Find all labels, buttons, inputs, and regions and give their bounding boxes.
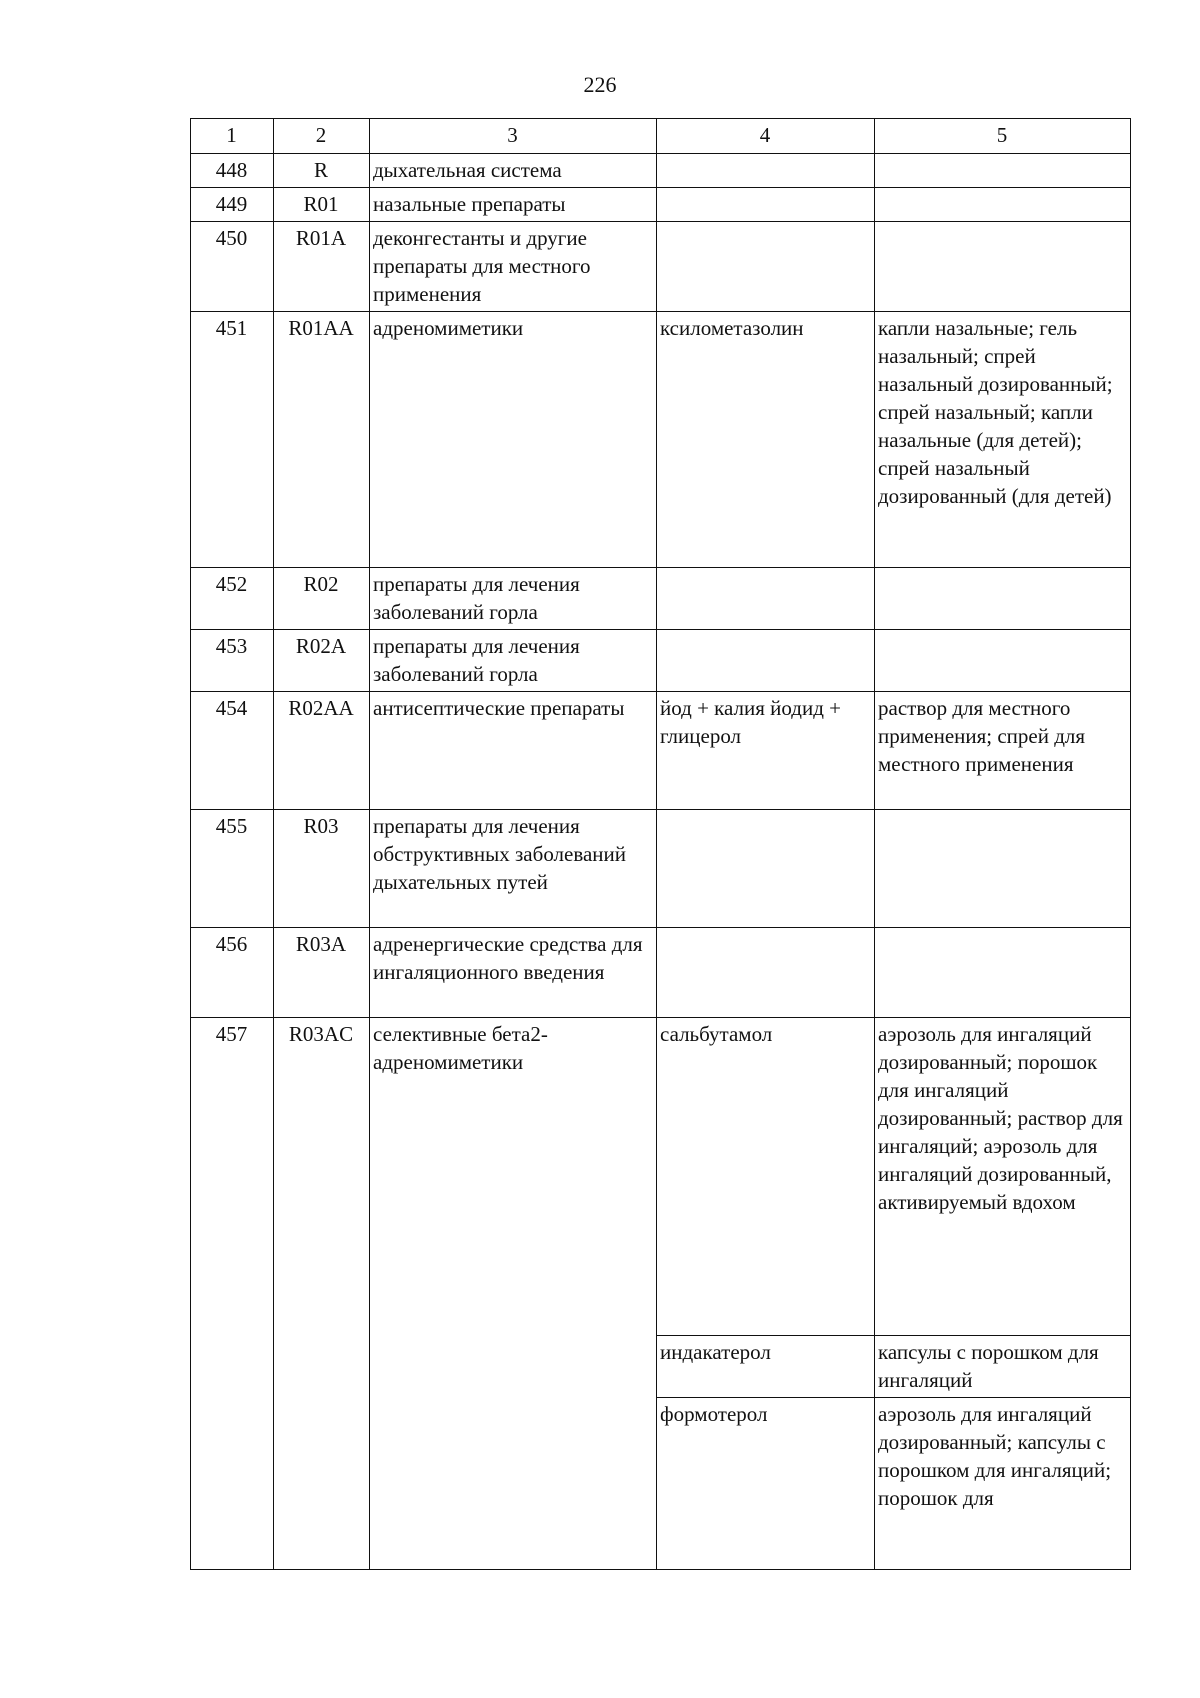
drug-name: ксилометазолин [657, 312, 875, 568]
row-number: 454 [191, 692, 274, 810]
dosage-form: раствор для местного применения; спрей для местного применения [875, 692, 1131, 810]
table-row [191, 1018, 1131, 1336]
table-row [191, 810, 1131, 928]
header-cell-5: 5 [875, 119, 1131, 154]
table-row [191, 692, 1131, 810]
dosage-form [875, 222, 1131, 312]
group-name: препараты для лечения обструктивных заболеваний дыхательных путей [370, 810, 657, 928]
drug-name [657, 188, 875, 222]
table-row [191, 630, 1131, 692]
atc-code: R01A [274, 222, 370, 312]
atc-code: R [274, 154, 370, 188]
group-name: деконгестанты и другие препараты для местного применения [370, 222, 657, 312]
dosage-form [875, 188, 1131, 222]
drug-name: формотерол [657, 1398, 875, 1570]
atc-code: R02AA [274, 692, 370, 810]
row-number: 450 [191, 222, 274, 312]
dosage-form [875, 630, 1131, 692]
dosage-form [875, 568, 1131, 630]
row-number: 452 [191, 568, 274, 630]
dosage-form: капсулы с порошком для ингаляций [875, 1336, 1131, 1398]
dosage-form [875, 810, 1131, 928]
drug-name: индакатерол [657, 1336, 875, 1398]
group-name: антисептические препараты [370, 692, 657, 810]
row-number: 457 [191, 1018, 274, 1570]
dosage-form [875, 928, 1131, 1018]
row-number: 456 [191, 928, 274, 1018]
header-cell-4: 4 [657, 119, 875, 154]
drug-name [657, 568, 875, 630]
atc-code: R01 [274, 188, 370, 222]
table-row [191, 928, 1131, 1018]
table-row [191, 312, 1131, 568]
header-cell-2: 2 [274, 119, 370, 154]
group-name: адренергические средства для ингаляционного введения [370, 928, 657, 1018]
drug-name: йод + калия йодид + глицерол [657, 692, 875, 810]
drug-name [657, 810, 875, 928]
table-row [191, 568, 1131, 630]
row-number: 449 [191, 188, 274, 222]
header-cell-1: 1 [191, 119, 274, 154]
table-row [191, 222, 1131, 312]
dosage-form: аэрозоль для ингаляций дозированный; порошок для ингаляций дозированный; раствор для ингаляций; аэрозоль для ингаляций дозированный, активируемый вдохом [875, 1018, 1131, 1336]
row-number: 451 [191, 312, 274, 568]
group-name: назальные препараты [370, 188, 657, 222]
atc-code: R03AC [274, 1018, 370, 1570]
group-name: адреномиметики [370, 312, 657, 568]
group-name: дыхательная система [370, 154, 657, 188]
drug-name: сальбутамол [657, 1018, 875, 1336]
dosage-form: аэрозоль для ингаляций дозированный; капсулы с порошком для ингаляций; порошок для [875, 1398, 1131, 1570]
page-number: 226 [583, 72, 617, 97]
row-number: 453 [191, 630, 274, 692]
group-name: препараты для лечения заболеваний горла [370, 568, 657, 630]
atc-code: R03 [274, 810, 370, 928]
dosage-form: капли назальные; гель назальный; спрей назальный дозированный; спрей назальный; капли назальные (для детей); спрей назальный дозированный (для детей) [875, 312, 1131, 568]
drug-name [657, 222, 875, 312]
drug-name [657, 630, 875, 692]
atc-code: R01AA [274, 312, 370, 568]
atc-code: R02A [274, 630, 370, 692]
group-name: селективные бета2-адреномиметики [370, 1018, 657, 1570]
header-cell-3: 3 [370, 119, 657, 154]
drug-name [657, 154, 875, 188]
atc-code: R03A [274, 928, 370, 1018]
row-number: 448 [191, 154, 274, 188]
atc-code: R02 [274, 568, 370, 630]
drug-name [657, 928, 875, 1018]
table-header-row [191, 119, 1131, 154]
drug-classification-table [190, 118, 1131, 1570]
row-number: 455 [191, 810, 274, 928]
group-name: препараты для лечения заболеваний горла [370, 630, 657, 692]
dosage-form [875, 154, 1131, 188]
table-row [191, 154, 1131, 188]
table-row [191, 188, 1131, 222]
